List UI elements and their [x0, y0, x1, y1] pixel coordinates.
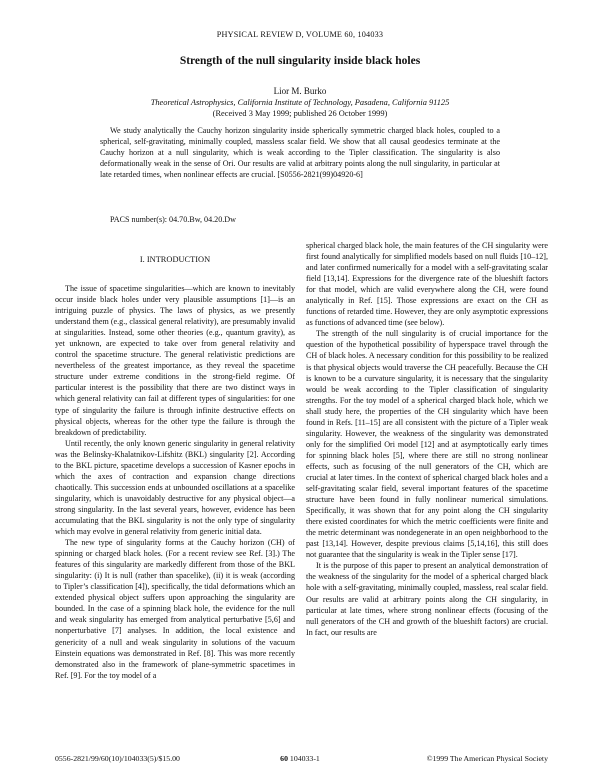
paragraph: It is the purpose of this paper to present an analytical demonstration of the weakness of the singularity for the model of a spherical charged black hole with a self-gravitating, minimally coupled, massless, real scalar field. Our results are valid at arbitrary points along the CH singularity, in particular at late times, where strong nonlinear effects (focusing of the null generators of the CH and growth of the blueshift factors) are crucial. In fact, our results are	[306, 561, 548, 637]
author-affiliation: Theoretical Astrophysics, California Institute of Technology, Pasadena, California 91125	[150, 98, 450, 107]
body-column-left	[55, 283, 295, 681]
footer-code: 0556-2821/99/60(10)/104033(5)/$15.00	[55, 754, 180, 763]
paragraph: spherical charged black hole, the main features of the CH singularity were first found analytically for simplified models based on null fluids [10–12], and later confirmed numerically for a model with a self-gravitating scalar field [13,14]. Expressions for the divergence rate of the blueshift factors for that model, which are valid everywhere along the CH, were found analytically in Ref. [15]. Those expressions are exact on the CH as functions of retarded time. However, they are only asymptotic expressions as functions of advanced time (see below).	[306, 241, 548, 328]
pacs-numbers: PACS number(s): 04.70.Bw, 04.20.Dw	[110, 215, 236, 224]
received-published-dates: (Received 3 May 1999; published 26 October 1999)	[212, 109, 388, 118]
body-column-right	[306, 240, 548, 638]
footer-volume: 60	[280, 754, 288, 763]
paragraph: The new type of singularity forms at the Cauchy horizon (CH) of spinning or charged black holes. (For a recent review see Ref. [3].) The features of this singularity are markedly different from those of the BKL singularity: (i) It is null (rather than spacelike), (ii) it is weak (according to Tipler’s classification [4]), specifically, the tidal deformations which an extended physical object suffers upon approaching the singularity are bounded. In the case of a spinning black hole, the evidence for the null and weak singularity has emerged from analytical perturbative [5,6] and nonperturbative [7] analyses. In addition, the local existence and genericity of a null and weak singularity in solutions of the vacuum Einstein equations was demonstrated in Ref. [8]. This was more recently demonstrated also in the framework of plane-symmetric spacetimes in Ref. [9]. For the toy model of a	[55, 538, 295, 680]
journal-header: PHYSICAL REVIEW D, VOLUME 60, 104033	[216, 30, 384, 39]
paragraph: Until recently, the only known generic singularity in general relativity was the Belinsky-Khalatnikov-Lifshitz (BKL) singularity [2]. According to the BKL picture, spacetime develops a succession of Kasner epochs in which the axes of contraction and expansion change directions chaotically. This succession ends at unbounded oscillations at a spacelike singularity, which is unavoidably destructive for any physical object—a strong singularity. In the last several years, however, evidence has been accumulating that the BKL singularity is not the only type of singularity which may evolve in general relativity from generic initial data.	[55, 438, 295, 537]
paragraph: The strength of the null singularity is of crucial importance for the question of the hypothetical possibility of hyperspace travel through the CH of black holes. A necessary condition for this possibility to be realized is that physical objects would traverse the CH peacefully. Because the CH is known to be a curvature singularity, it is necessary that the singularity would be weak according to the Tipler classification of singularity strengths. For the toy model of a spherical charged black hole, which we shall study here, the properties of the CH singularity which have been found in Refs. [11–15] are all consistent with the picture of a Tipler weak singularity. However, the weakness of the singularity was demonstrated only for the simplified Ori model [12] and at asymptotically early times for spinning black holes [5], where there are still no strong nonlinear effects, such as focusing of the null generators of the CH, which are crucial at later times. In the context of spherical charged black holes and a self-gravitating scalar field, several important features of the spacetime structure have been found in fully nonlinear numerical simulations. Specifically, it was shown that for any point along the CH singularity there existed coordinates for which the metric coefficients were finite and the metric determinant was nondegenerate in an open neighborhood to the past [13,14]. However, despite previous claims [5,14,16], this still does not guarantee that the singularity is weak in the Tipler sense [17].	[306, 329, 548, 560]
footer-page: 104033-1	[289, 754, 320, 763]
paper-title: Strength of the null singularity inside black holes	[179, 55, 421, 67]
abstract: We study analytically the Cauchy horizon singularity inside spherically symmetric charged black holes, coupled to a spherical, self-gravitating, minimally coupled, massless scalar field. We show that all causal geodesics terminate at the Cauchy horizon at a null singularity, which is weak according to the Tipler classification. The singularity is also deformationally weak in the sense of Ori. Our results are valid at arbitrary points along the null singularity, in particular at late retarded times, when nonlinear effects are crucial. [S0556-2821(99)04920-6]	[100, 126, 500, 179]
paragraph: The issue of spacetime singularities—which are known to inevitably occur inside black holes under very plausible assumptions [1]—is an intriguing puzzle of physics. The laws of physics, as we presently understand them (e.g., classical general relativity), are presumably invalid at singularities. Instead, some other theories (e.g., quantum gravity), as yet unknown, are expected to take over from general relativity and control the spacetime structure. The general relativistic predictions are nevertheless of the greatest importance, as they reveal the spacetime structure under extreme conditions in the strong-field regime. Of particular interest is the possibility that there are two distinct ways in which general relativity can fail at different types of singularities: for one type of singularity the failure is through infinite destructive effects on physical objects, whereas for the other type the failure is through the breakdown of predictability.	[55, 284, 295, 437]
footer-copyright: ©1999 The American Physical Society	[426, 754, 548, 763]
author-name: Lior M. Burko	[273, 86, 327, 96]
section-heading: I. INTRODUCTION	[139, 255, 211, 264]
